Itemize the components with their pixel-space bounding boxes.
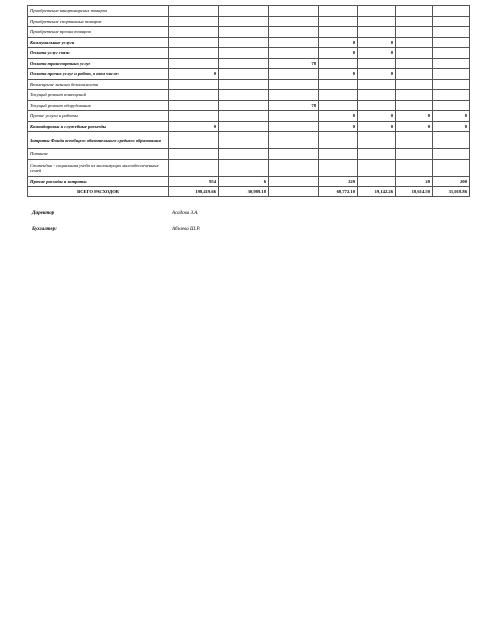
row-value [269,149,319,160]
row-value: 0 [358,48,396,59]
table-row [28,176,470,187]
row-value: 0 [358,111,396,122]
row-value [269,121,319,132]
row-value [169,37,219,48]
row-value [319,79,358,90]
row-label: Коммунальные услуги [28,37,169,48]
total-label: ВСЕГО РАСХОДОВ [28,187,169,197]
row-value [358,90,396,101]
row-value: 0 [319,48,358,59]
row-value [169,159,219,176]
row-value [433,79,470,90]
row-value: 0 [396,121,433,132]
row-value [396,79,433,90]
row-value [219,6,269,17]
row-value [396,37,433,48]
row-value [358,132,396,149]
row-value [219,111,269,122]
total-value: 68,772.10 [319,187,358,197]
row-value [269,48,319,59]
row-value [219,149,269,160]
row-value [319,27,358,38]
row-value [358,100,396,111]
row-value: 200 [433,176,470,187]
row-value [219,27,269,38]
row-value [396,90,433,101]
row-value [396,100,433,111]
row-value: 0 [358,69,396,80]
row-value [219,159,269,176]
row-value [433,149,470,160]
row-value: 20 [396,176,433,187]
director-signature [32,211,199,216]
row-value [433,27,470,38]
row-value [169,149,219,160]
row-value [169,48,219,59]
row-value [219,69,269,80]
row-value [396,159,433,176]
row-value [219,90,269,101]
row-value [169,16,219,27]
row-value [319,90,358,101]
row-label: Стипендии - социальная учеба из малоимущих малообеспеченных семей [28,159,169,176]
row-value [358,58,396,69]
row-value [358,176,396,187]
row-value [169,132,219,149]
director-name: Асадова З.А. [172,211,199,216]
row-value [269,159,319,176]
row-value [269,6,319,17]
row-value [269,79,319,90]
row-value [319,6,358,17]
row-value [396,6,433,17]
row-value [319,16,358,27]
table-row [28,90,470,101]
total-value: 198,419.66 [169,187,219,197]
row-value [396,149,433,160]
table-row [28,121,470,132]
row-label: Командировки и служебные разъезды [28,121,169,132]
row-value [433,132,470,149]
row-value: 78 [269,58,319,69]
row-value [433,58,470,69]
row-label: Приобретение канцтоварских товаров [28,6,169,17]
table-row [28,6,470,17]
table-row [28,58,470,69]
total-row [28,187,470,197]
row-value: 0 [433,111,470,122]
row-value [269,176,319,187]
table-row [28,37,470,48]
total-value [269,187,319,197]
row-value [169,79,219,90]
row-value [433,100,470,111]
row-value [169,111,219,122]
row-value: 0 [396,111,433,122]
row-value [269,27,319,38]
row-label: Приобретение прочих товаров [28,27,169,38]
row-value [358,6,396,17]
row-value [396,16,433,27]
table-row [28,100,470,111]
row-label: Прочие услуги и работы [28,111,169,122]
row-value [358,149,396,160]
row-value: 220 [319,176,358,187]
row-value [219,79,269,90]
row-value [396,48,433,59]
row-label: Оплата услуг связи [28,48,169,59]
row-value [319,159,358,176]
row-value [169,27,219,38]
table-row [28,69,470,80]
row-value: 0 [169,121,219,132]
expense-sheet [27,5,469,197]
row-label: Текущий ремонт оборудования [28,100,169,111]
row-value: 0 [319,121,358,132]
row-value: 78 [269,100,319,111]
row-value [269,111,319,122]
row-value: 0 [433,121,470,132]
row-value [219,58,269,69]
table-row [28,159,470,176]
row-value [169,90,219,101]
table-row [28,79,470,90]
row-value: 0 [169,69,219,80]
row-value: 0 [358,37,396,48]
row-value [319,58,358,69]
row-label: Затраты Фонда всеобщего обязательного среднего образования [28,132,169,149]
row-value [219,37,269,48]
accountant-signature [32,227,201,232]
row-value [358,27,396,38]
row-label: Приобретение спортивных товаров [28,16,169,27]
row-value [433,159,470,176]
table-row [28,149,470,160]
row-value [396,58,433,69]
row-value [219,48,269,59]
row-value [396,27,433,38]
expense-table [27,5,470,197]
table-row [28,16,470,27]
row-value [358,159,396,176]
row-value [433,90,470,101]
row-value [269,69,319,80]
row-value: 0 [358,121,396,132]
table-row [28,48,470,59]
row-value [319,132,358,149]
row-value [433,16,470,27]
row-value [319,100,358,111]
row-value [169,100,219,111]
director-role: Директор [32,211,55,216]
table-row [28,132,470,149]
row-value: 954 [169,176,219,187]
row-value: 6 [219,176,269,187]
row-value [319,149,358,160]
total-value: 18,614.50 [396,187,433,197]
row-value [269,37,319,48]
row-value [433,69,470,80]
row-value [219,100,269,111]
accountant-role: Бухгалтер: [32,227,57,232]
row-label: Питание [28,149,169,160]
row-value: 0 [319,111,358,122]
row-value [396,132,433,149]
total-value: 30,989.18 [219,187,269,197]
row-label: Текущий ремонт помещений [28,90,169,101]
row-value [269,16,319,27]
row-value [433,6,470,17]
row-value [269,90,319,101]
table-row [28,111,470,122]
table-row [28,27,470,38]
row-value: 0 [319,37,358,48]
row-value [358,16,396,27]
row-value [169,58,219,69]
row-label: Прочие расходы и затраты [28,176,169,187]
row-value [269,132,319,149]
row-label: Возмещение лизинга безопасности [28,79,169,90]
row-value: 0 [319,69,358,80]
row-value [219,16,269,27]
row-value [169,6,219,17]
row-value [219,132,269,149]
row-value [396,69,433,80]
row-value [433,37,470,48]
accountant-name: Абзаева Ш.Р. [172,227,201,232]
total-value: 19,142.26 [358,187,396,197]
row-value [219,121,269,132]
row-label: Оплата транспортных услуг [28,58,169,69]
total-value: 31,018.86 [433,187,470,197]
row-value [433,48,470,59]
row-label: Оплата прочих услуг и работ, в том числе: [28,69,169,80]
row-value [358,79,396,90]
